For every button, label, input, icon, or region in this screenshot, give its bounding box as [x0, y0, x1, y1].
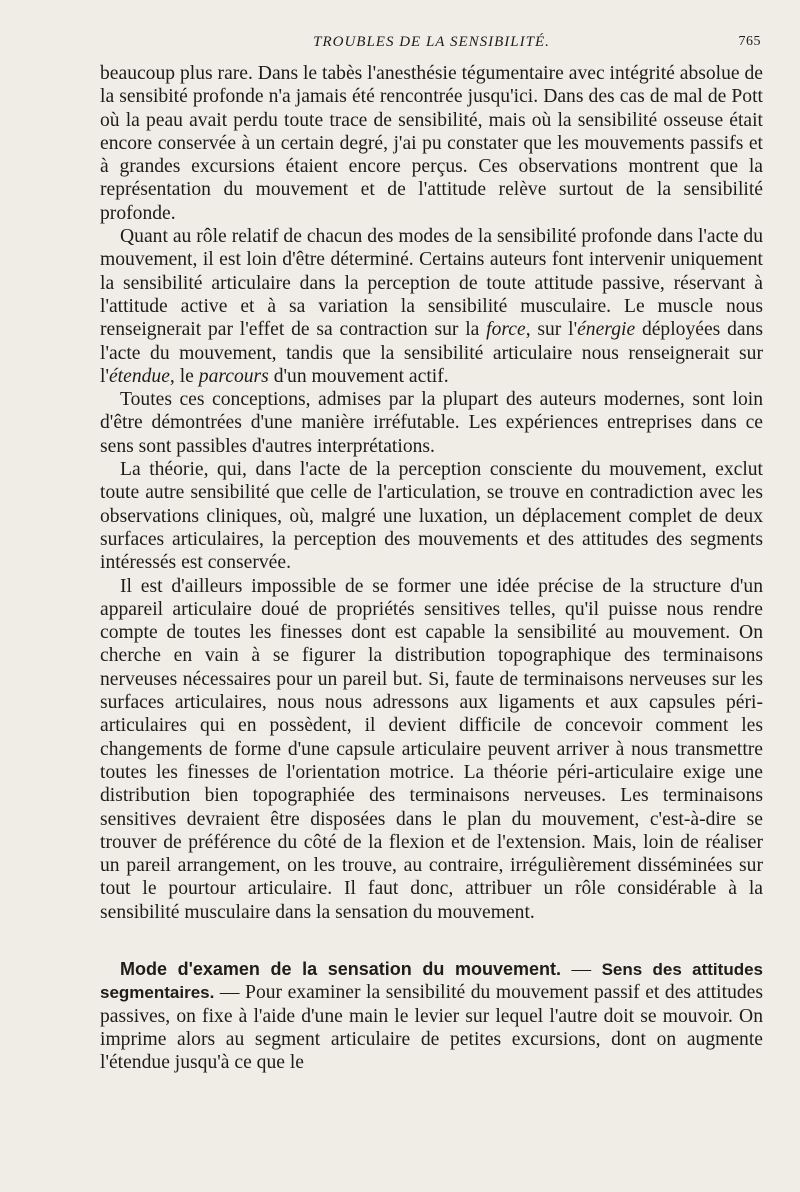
paragraph-3: Toutes ces conceptions, admises par la plupart des auteurs modernes, sont loin d'être démontrées d'une manière irréfutable. Les expériences entreprises dans ce sens sont passibles d'autres interprétations. [100, 389, 763, 457]
italic-term: force [486, 319, 526, 341]
section-title: Mode d'examen de la sensation du mouvement. [120, 958, 561, 979]
italic-term: parcours [198, 365, 269, 387]
paragraph-1: beaucoup plus rare. Dans le tabès l'anesthésie tégumentaire avec intégrité absolue de la sensibité profonde n'a jamais été rencontrée jusqu'ici. Dans des cas de mal de Pott où la peau avait perdu toute trace de sensibilité, mais où la sensibilité osseuse était encore conservée à un certain degré, j'ai pu constater que les mouvements passifs et à grandes excursions étaient encore perçus. Ces observations montrent que la représentation du mouvement et de l'attitude relève surtout de la sensibilité profonde. [100, 63, 763, 224]
paragraph-5: Il est d'ailleurs impossible de se former une idée précise de la structure d'un appareil articulaire doué de propriétés sensitives telles, qu'il puisse nous rendre compte de toutes les finesses dont est capable la sensibilité au mouvement. On cherche en vain à se figurer la distribution topographique des terminaisons nerveuses nécessaires pour un pareil but. Si, faute de terminaisons nerveuses sur les surfaces articulaires, nous nous adressons aux ligaments et aux capsules péri-articulaires qui en possèdent, il devient difficile de concevoir comment les changements de forme d'une capsule articulaire peuvent arriver à nous transmettre toutes les finesses de l'orientation motrice. La théorie péri-articulaire exige une distribution bien topographiée des terminaisons nerveuses. Les terminaisons sensitives devraient être disposées dans le plan du mouvement, c'est-à-dire se trouver de préférence du côté de la flexion et de l'extension. Mais, loin de réaliser un pareil arrangement, on les trouve, au contraire, irrégulièrement disséminées sur tout le pourtour articulaire. Il faut donc, attribuer un rôle considérable à la sensibilité musculaire dans la sensation du mouvement. [100, 575, 763, 923]
running-title: TROUBLES DE LA SENSIBILITÉ. [313, 34, 550, 50]
italic-term: étendue [108, 365, 170, 387]
paragraph-4: La théorie, qui, dans l'acte de la perception consciente du mouvement, exclut toute autre sensibilité que celle de l'articulation, se trouve en contradiction avec les observations cliniques, où, malgré une luxation, un déplacement complet de deux surfaces articulaires, la perception des mouvements et des attitudes des segments intéressés est conservée. [100, 459, 763, 574]
section-paragraph: Mode d'examen de la sensation du mouvement. — Sens des attitudes segmentaires. — Pour examiner la sensibilité du mouvement passif et des attitudes passives, on fixe à l'aide d'une main le levier sur lequel l'autre doit se mouvoir. On imprime alors au segment articulaire de petites excursions, dont on augmente l'étendue jusqu'à ce que le [100, 958, 763, 1074]
paragraph-2: Quant au rôle relatif de chacun des modes de la sensibilité profonde dans l'acte du mouvement, il est loin d'être déterminé. Certains auteurs font intervenir uniquement la sensibilité articulaire dans la perception de toute attitude passive, réservant à l'attitude active et à sa variation la sensibilité musculaire. Le muscle nous renseignerait par l'effet de sa contraction sur la force, sur l'énergie déployées dans l'acte du mouvement, tandis que la sensibilité articulaire nous renseignerait sur l'étendue, le parcours d'un mouvement actif. [100, 226, 763, 387]
page-number: 765 [738, 34, 761, 49]
section-spacer [100, 924, 763, 958]
section-subtitle: Sens des attitudes segmentaires. [100, 959, 763, 1003]
italic-term: énergie [577, 319, 636, 341]
section-text: — Pour examiner la sensibilité du mouvement passif et des attitudes passives, on fixe à l'aide d'une main le levier sur lequel l'autre doit se mouvoir. On imprime alors au segment articulaire de petites excursions, dont on augmente l'étendue jusqu'à ce que le [100, 982, 763, 1074]
body-text [100, 62, 763, 1074]
page-header [100, 34, 763, 54]
